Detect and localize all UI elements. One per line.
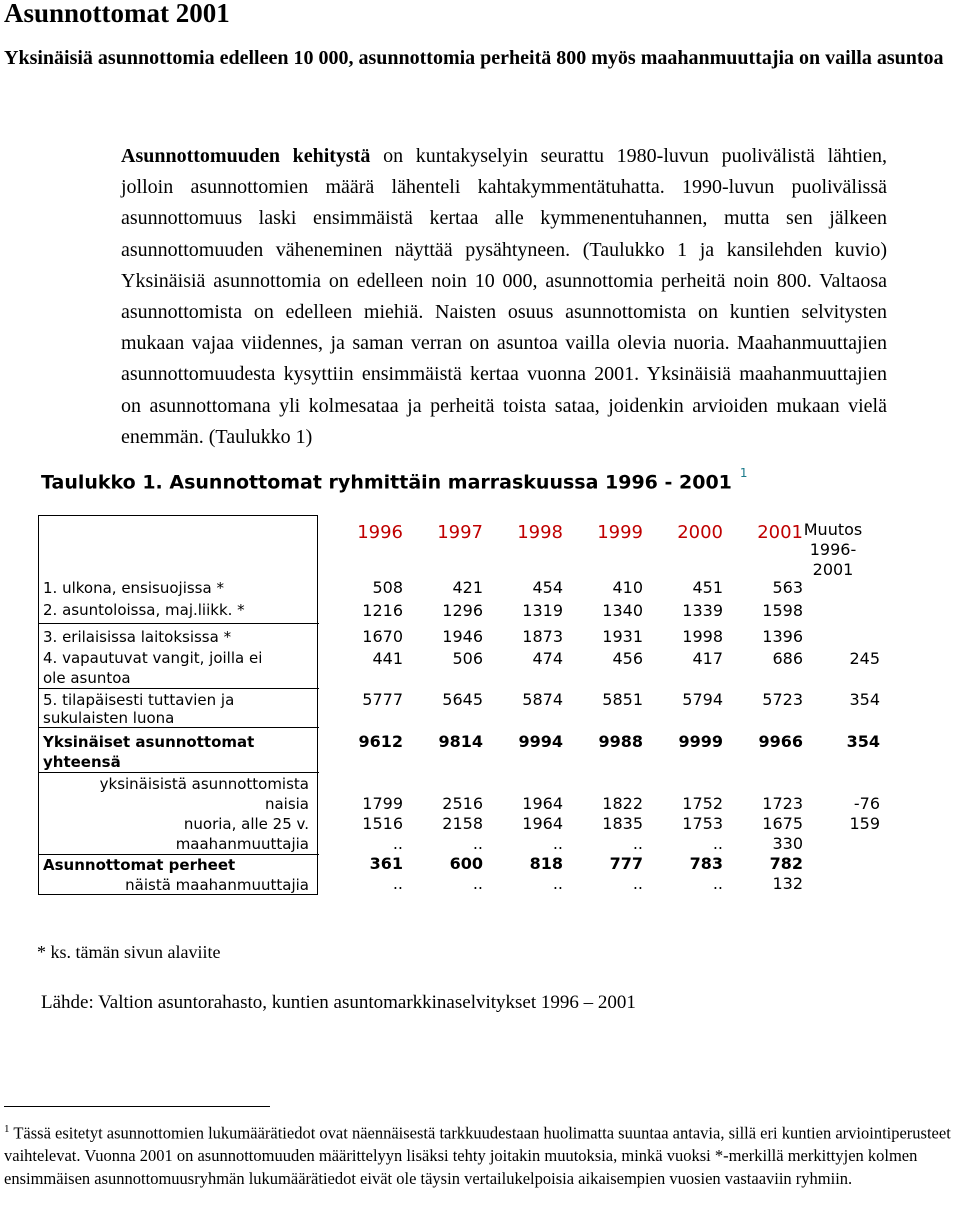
table-cell: 1339 xyxy=(682,601,723,620)
table-cell: 410 xyxy=(612,578,643,597)
row-label: sukulaisten luona xyxy=(43,709,175,727)
year-header: 1999 xyxy=(597,522,643,543)
table-title-footnote: 1 xyxy=(739,466,748,480)
row-label: 5. tilapäisesti tuttavien ja xyxy=(43,691,235,709)
table-cell: 1998 xyxy=(682,627,723,646)
table-cell: 9994 xyxy=(518,732,563,751)
table-cell: 451 xyxy=(692,578,723,597)
footnote-divider xyxy=(4,1106,270,1107)
source-line: Lähde: Valtion asuntorahasto, kuntien asuntomarkkinaselvitykset 1996 – 2001 xyxy=(41,992,636,1013)
row-label: 2. asuntoloissa, maj.liikk. * xyxy=(43,601,245,619)
table-cell: 563 xyxy=(772,578,803,597)
table-cell: .. xyxy=(632,834,643,853)
table-cell: .. xyxy=(632,874,643,893)
table-cell: 506 xyxy=(452,649,483,668)
page-title: Asunnottomat 2001 xyxy=(4,0,230,28)
muutos-header: Muutos 1996-2001 xyxy=(803,520,863,579)
footnote-reference: * ks. tämän sivun alaviite xyxy=(37,942,221,962)
table-cell: 5645 xyxy=(442,690,483,709)
table-cell: .. xyxy=(712,834,723,853)
table-cell: 1799 xyxy=(362,794,403,813)
table-cell: 1340 xyxy=(602,601,643,620)
year-header: 2001 xyxy=(757,522,803,543)
table-cell: 9814 xyxy=(438,732,483,751)
table-cell: 9999 xyxy=(678,732,723,751)
table-cell: 1598 xyxy=(762,601,803,620)
table-cell: 5794 xyxy=(682,690,723,709)
table-cell: 474 xyxy=(532,649,563,668)
table-cell: .. xyxy=(552,874,563,893)
table-cell: 1216 xyxy=(362,601,403,620)
table-cell: 1873 xyxy=(522,627,563,646)
table-cell: 5723 xyxy=(762,690,803,709)
table-cell: .. xyxy=(392,834,403,853)
table-cell: 5851 xyxy=(602,690,643,709)
table-cell: .. xyxy=(712,874,723,893)
table-cell: 2158 xyxy=(442,814,483,833)
table-cell: 686 xyxy=(772,649,803,668)
table-cell: 1516 xyxy=(362,814,403,833)
row-divider xyxy=(39,854,319,855)
table-cell: 9612 xyxy=(358,732,403,751)
row-label: ole asuntoa xyxy=(43,669,131,687)
table-cell: 361 xyxy=(369,854,403,873)
table-cell: 1964 xyxy=(522,814,563,833)
table-cell: 1753 xyxy=(682,814,723,833)
table-cell: 1822 xyxy=(602,794,643,813)
table-cell: 456 xyxy=(612,649,643,668)
table-title-text: Taulukko 1. Asunnottomat ryhmittäin marraskuussa 1996 - 2001 xyxy=(41,471,732,494)
table-cell: 508 xyxy=(372,578,403,597)
table-cell: 777 xyxy=(609,854,643,873)
table-cell: .. xyxy=(392,874,403,893)
table-cell: 2516 xyxy=(442,794,483,813)
table-cell: 441 xyxy=(372,649,403,668)
year-header: 1998 xyxy=(517,522,563,543)
body-text: on kuntakyselyin seurattu 1980-luvun puolivälistä lähtien, jolloin asunnottomien määrä lähenteli kahtakymmentätuhatta. 1990-luvun puolivälissä asunnottomuus laski ensimmäistä kertaa alle kymmenentuhannen, mutta sen jälkeen asunnottomuuden väheneminen näyttää pysähtyneen. (Taulukko 1 ja kansilehden kuvio) Yksinäisiä asunnottomia on edelleen noin 10 000, asunnottomia perheitä noin 800. Valtaosa asunnottomista on edelleen miehiä. Naisten osuus asunnottomista on kuntien selvitysten mukaan vajaa viidennes, ja saman verran on asuntoa vailla olevia nuoria. Maahanmuuttajien asunnottomuudesta kysyttiin ensimmäistä kertaa vuonna 2001. Yksinäisiä maahanmuuttajien on asunnottomana yli kolmesataa ja perheitä toista sataa, joidenkin arvioiden mukaan vielä enemmän. (Taulukko 1) xyxy=(121,145,887,448)
footnote-text: Tässä esitetyt asunnottomien lukumäärätiedot ovat näennäisestä tarkkuudestaan huolimatta suuntaa antavia, sillä eri kuntien arviointiperusteet vaihtelevat. Vuonna 2001 on asunnottomuuden määrittelyyn lisäksi tehty joitakin muutoksia, minkä vuoksi *-merkillä merkittyjen kolmen ensimmäisen asunnottomuusryhmän lukumäärätiedot eivät ole täysin vertailukelpoisia aikaisempien vuosien vastaaviin ryhmiin. xyxy=(4,1123,951,1188)
muutos-cell: 245 xyxy=(849,649,880,668)
year-header: 2000 xyxy=(677,522,723,543)
muutos-cell: 354 xyxy=(849,690,880,709)
table-cell: 5874 xyxy=(522,690,563,709)
row-label: 1. ulkona, ensisuojissa * xyxy=(43,579,224,597)
table-cell: 1752 xyxy=(682,794,723,813)
table-cell: 1835 xyxy=(602,814,643,833)
table-cell: 1931 xyxy=(602,627,643,646)
row-divider xyxy=(39,772,319,773)
table-cell: 330 xyxy=(772,834,803,853)
row-label: nuoria, alle 25 v. xyxy=(183,815,309,833)
year-header: 1996 xyxy=(357,522,403,543)
page-subtitle: Yksinäisiä asunnottomia edelleen 10 000, asunnottomia perheitä 800 myös maahanmuuttajia on vailla asuntoa xyxy=(4,47,944,69)
table-cell: 5777 xyxy=(362,690,403,709)
row-label: näistä maahanmuuttajia xyxy=(125,876,309,894)
table-cell: 782 xyxy=(769,854,803,873)
table-cell: 454 xyxy=(532,578,563,597)
table-cell: 417 xyxy=(692,649,723,668)
table-cell: 1723 xyxy=(762,794,803,813)
table-cell: 1319 xyxy=(522,601,563,620)
body-lead: Asunnottomuuden kehitystä xyxy=(121,145,371,167)
table-cell: .. xyxy=(472,834,483,853)
table-cell: .. xyxy=(472,874,483,893)
row-label: Yksinäiset asunnottomat xyxy=(43,733,255,751)
table-cell: 600 xyxy=(449,854,483,873)
row-label: 4. vapautuvat vangit, joilla ei xyxy=(43,649,263,667)
table-cell: 1964 xyxy=(522,794,563,813)
muutos-cell: 159 xyxy=(849,814,880,833)
table-cell: 1396 xyxy=(762,627,803,646)
row-label: Asunnottomat perheet xyxy=(43,856,236,874)
footnote-marker: 1 xyxy=(4,1123,10,1135)
row-divider xyxy=(39,623,319,624)
year-header: 1997 xyxy=(437,522,483,543)
table-cell: 9966 xyxy=(758,732,803,751)
row-label: maahanmuuttajia xyxy=(175,835,309,853)
table-cell: 818 xyxy=(529,854,563,873)
table-cell: 1675 xyxy=(762,814,803,833)
table-title xyxy=(41,466,748,494)
row-label: yksinäisistä asunnottomista xyxy=(99,775,309,793)
row-divider xyxy=(39,688,319,689)
row-label: yhteensä xyxy=(43,753,121,771)
row-label: 3. erilaisissa laitoksissa * xyxy=(43,628,232,646)
table-cell: 132 xyxy=(772,874,803,893)
table-cell: 1670 xyxy=(362,627,403,646)
muutos-cell: -76 xyxy=(853,794,880,813)
muutos-cell: 354 xyxy=(846,732,880,751)
table-cell: 783 xyxy=(689,854,723,873)
table-cell: .. xyxy=(552,834,563,853)
table-cell: 9988 xyxy=(598,732,643,751)
body-paragraph xyxy=(121,141,887,453)
footnote xyxy=(4,1118,960,1190)
table-cell: 1296 xyxy=(442,601,483,620)
table-cell: 1946 xyxy=(442,627,483,646)
label-column-box xyxy=(38,515,318,895)
row-label: naisia xyxy=(264,795,309,813)
table-cell: 421 xyxy=(452,578,483,597)
